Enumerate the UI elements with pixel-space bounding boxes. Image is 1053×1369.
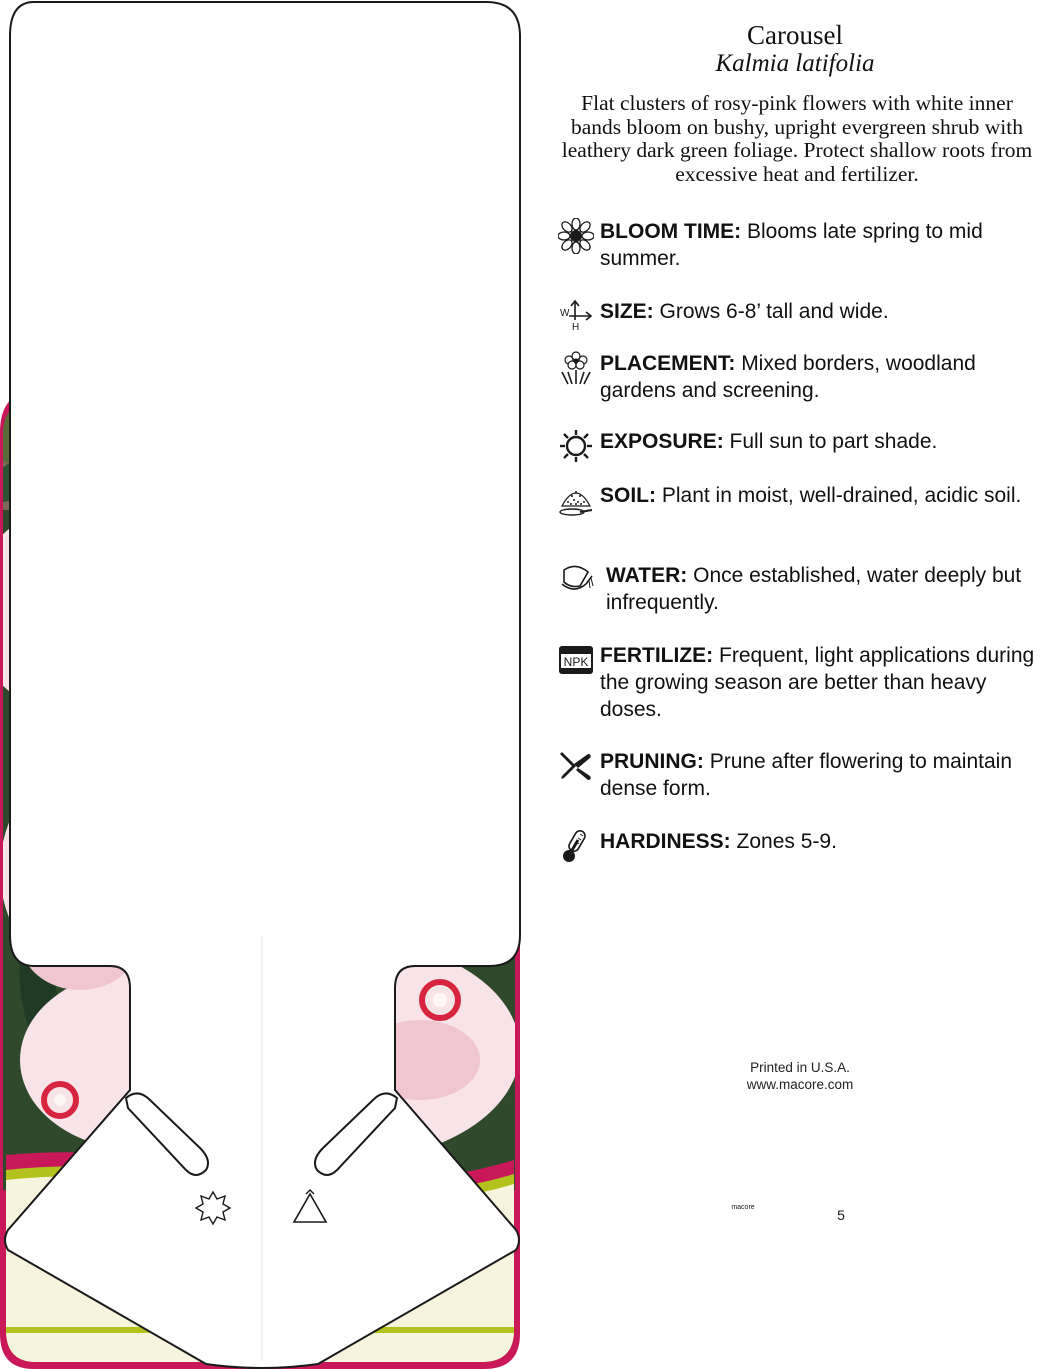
sun-icon bbox=[558, 428, 594, 464]
soil-trowel-icon bbox=[558, 482, 594, 518]
care-row-pruning bbox=[558, 748, 1028, 808]
pruning-shears-icon bbox=[558, 748, 594, 784]
care-row-hardiness bbox=[558, 828, 1028, 858]
care-text: Zones 5-9. bbox=[736, 830, 837, 853]
care-text: Prune after flowering to maintain dense form. bbox=[600, 750, 1013, 800]
macore-logo-icon bbox=[196, 1192, 230, 1224]
care-label: WATER: bbox=[606, 564, 688, 587]
flower-icon bbox=[558, 218, 594, 254]
care-row-fertilize bbox=[558, 642, 1035, 727]
back-tag-outline bbox=[0, 0, 523, 1369]
npk-label: NPK bbox=[563, 655, 589, 669]
plant-description: Flat clusters of rosy-pink flowers with white inner bands bloom on bushy, upright evergreen shrub with leathery dark green foliage. Protect shallow roots from excessive heat and fertilizer. bbox=[561, 91, 1033, 186]
care-text: Mixed borders, woodland gardens and screening. bbox=[600, 352, 976, 402]
care-text: Frequent, light applications during the growing season are better than heavy doses. bbox=[600, 644, 1035, 721]
care-label: SOIL: bbox=[600, 484, 656, 507]
care-text: Plant in moist, well-drained, acidic soil. bbox=[661, 484, 1022, 507]
care-text: Grows 6-8’ tall and wide. bbox=[659, 300, 889, 323]
care-label: PLACEMENT: bbox=[600, 352, 736, 375]
care-text: Full sun to part shade. bbox=[729, 430, 938, 453]
care-row-size bbox=[558, 298, 1028, 333]
back-title: Carousel bbox=[747, 20, 843, 50]
care-row-placement bbox=[558, 350, 1028, 410]
care-label: PRUNING: bbox=[600, 750, 704, 773]
recycle-number: 5 bbox=[837, 1207, 845, 1223]
watering-can-icon bbox=[558, 562, 594, 598]
care-label: FERTILIZE: bbox=[600, 644, 714, 667]
care-row-soil bbox=[558, 482, 1028, 542]
placement-plants-icon bbox=[558, 350, 594, 386]
size-w-label: W bbox=[560, 308, 570, 319]
printed-in: Printed in U.S.A. bbox=[750, 1060, 850, 1075]
website-url: www.macore.com bbox=[746, 1077, 854, 1092]
care-label: BLOOM TIME: bbox=[600, 220, 742, 243]
printed-info bbox=[735, 1059, 865, 1093]
care-label: EXPOSURE: bbox=[600, 430, 724, 453]
care-row-water bbox=[558, 562, 1028, 622]
latin-name: Kalmia latifolia bbox=[715, 50, 875, 77]
care-text: Once established, water deeply but infrequently. bbox=[606, 564, 1022, 614]
size-arrows-icon bbox=[558, 298, 594, 334]
care-row-bloom-time bbox=[558, 218, 1028, 278]
thermometer-icon bbox=[558, 828, 594, 864]
care-label: SIZE: bbox=[600, 300, 654, 323]
care-label: HARDINESS: bbox=[600, 830, 731, 853]
macore-logo-text: macore bbox=[731, 1204, 755, 1211]
size-h-label: H bbox=[572, 322, 580, 333]
care-text: Blooms late spring to mid summer. bbox=[600, 220, 983, 270]
npk-fertilizer-icon bbox=[558, 642, 594, 678]
care-row-exposure bbox=[558, 428, 1028, 458]
